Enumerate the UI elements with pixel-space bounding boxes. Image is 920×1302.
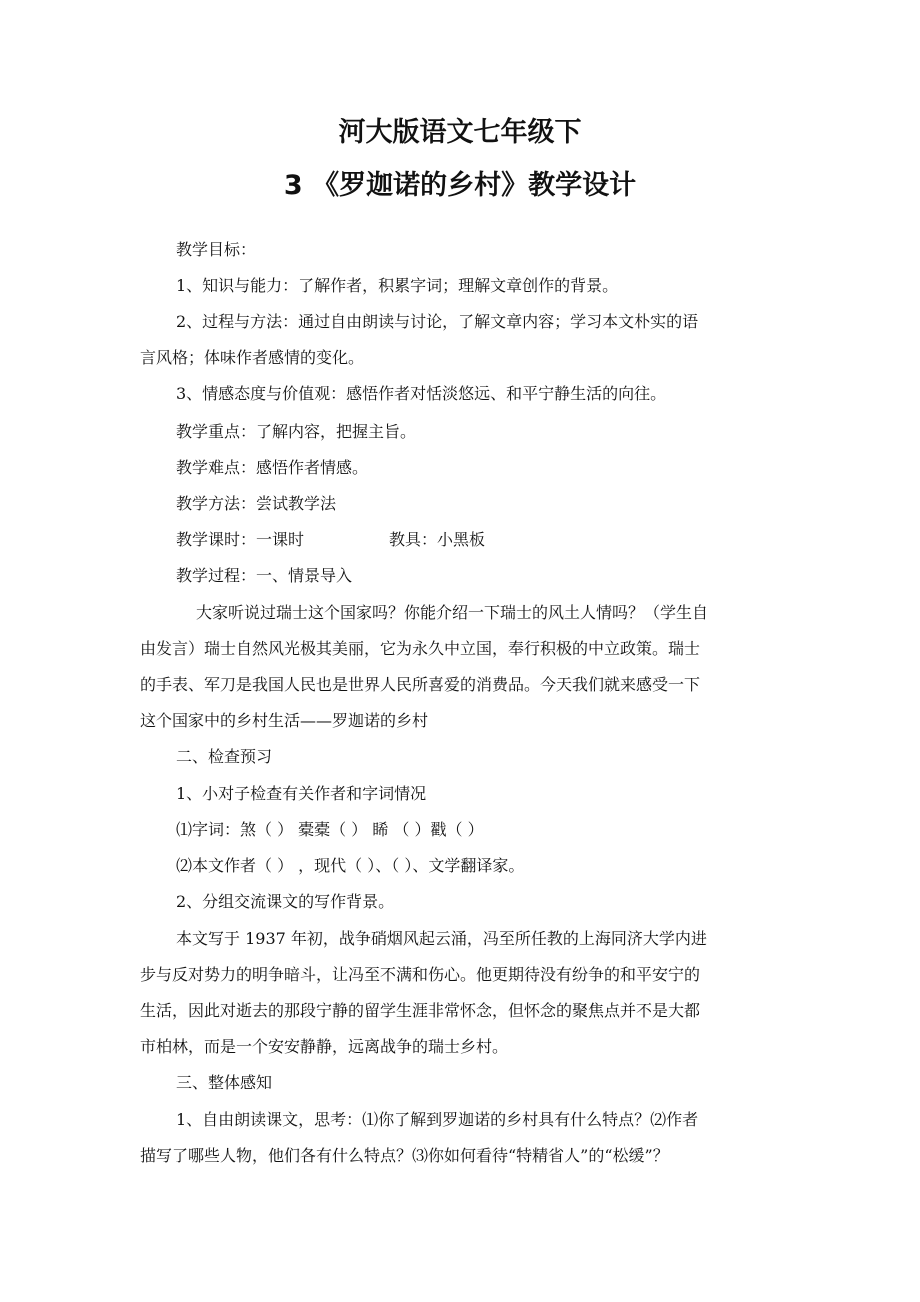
paragraph-line: 的手表、军刀是我国人民也是世界人民所喜爱的消费品。今天我们就来感受一下: [140, 675, 701, 694]
lesson-title: 3 《罗迦诺的乡村》教学设计: [283, 170, 637, 201]
paragraph-line: 由发言）瑞士自然风光极其美丽，它为永久中立国，奉行积极的中立政策。瑞士: [140, 639, 701, 658]
paragraph-line: 大家听说过瑞士这个国家吗？你能介绍一下瑞士的风土人情吗？（学生自: [196, 603, 709, 622]
check-subitem: ⑴字词：煞（ ） 橐橐（ ） 睎 （ ）戳（ ）: [176, 820, 484, 839]
goal-item: 2、过程与方法：通过自由朗读与讨论，了解文章内容；学习本文朴实的语: [176, 312, 699, 331]
check-item: 1、小对子检查有关作者和字词情况: [176, 784, 427, 803]
paragraph-line: 这个国家中的乡村生活——罗迦诺的乡村: [140, 711, 429, 730]
reading-task-continuation: 描写了哪些人物，他们各有什么特点？⑶你如何看待“特精省人”的“松缓”？: [140, 1146, 669, 1165]
paragraph-line: 步与反对势力的明争暗斗，让冯至不满和伤心。他更期待没有纷争的和平安宁的: [140, 965, 701, 984]
check-subitem: ⑵本文作者（ ） ，现代（ ）、（ ）、文学翻译家。: [176, 856, 525, 875]
paragraph-line: 市柏林，而是一个安安静静，远离战争的瑞士乡村。: [140, 1037, 509, 1056]
goal-item: 3、情感态度与价值观：感悟作者对恬淡悠远、和平宁静生活的向往。: [176, 384, 667, 403]
paragraph-line: 生活，因此对逝去的那段宁静的留学生涯非常怀念，但怀念的聚焦点并不是大都: [140, 1001, 701, 1020]
teaching-tools: 教具：小黑板: [389, 530, 486, 549]
check-item: 2、分组交流课文的写作背景。: [176, 892, 395, 911]
document-title: 河大版语文七年级下: [338, 117, 582, 148]
goal-item: 1、知识与能力：了解作者，积累字词；理解文章创作的背景。: [176, 276, 619, 295]
teaching-process: 教学过程：一、情景导入: [176, 566, 353, 585]
goal-item-continuation: 言风格；体味作者感情的变化。: [140, 348, 365, 367]
section-heading: 二、检查预习: [176, 747, 273, 766]
goals-heading: 教学目标：: [176, 240, 257, 259]
key-point: 教学重点：了解内容，把握主旨。: [176, 422, 417, 441]
teaching-method: 教学方法：尝试教学法: [176, 494, 337, 513]
paragraph-line: 本文写于 1937 年初，战争硝烟风起云涌，冯至所任教的上海同济大学内进: [176, 929, 707, 948]
class-periods: 教学课时：一课时: [176, 530, 305, 549]
section-heading: 三、整体感知: [176, 1073, 273, 1092]
reading-task: 1、自由朗读课文，思考：⑴你了解到罗迦诺的乡村具有什么特点？⑵作者: [176, 1110, 699, 1129]
difficulty: 教学难点：感悟作者情感。: [176, 458, 369, 477]
